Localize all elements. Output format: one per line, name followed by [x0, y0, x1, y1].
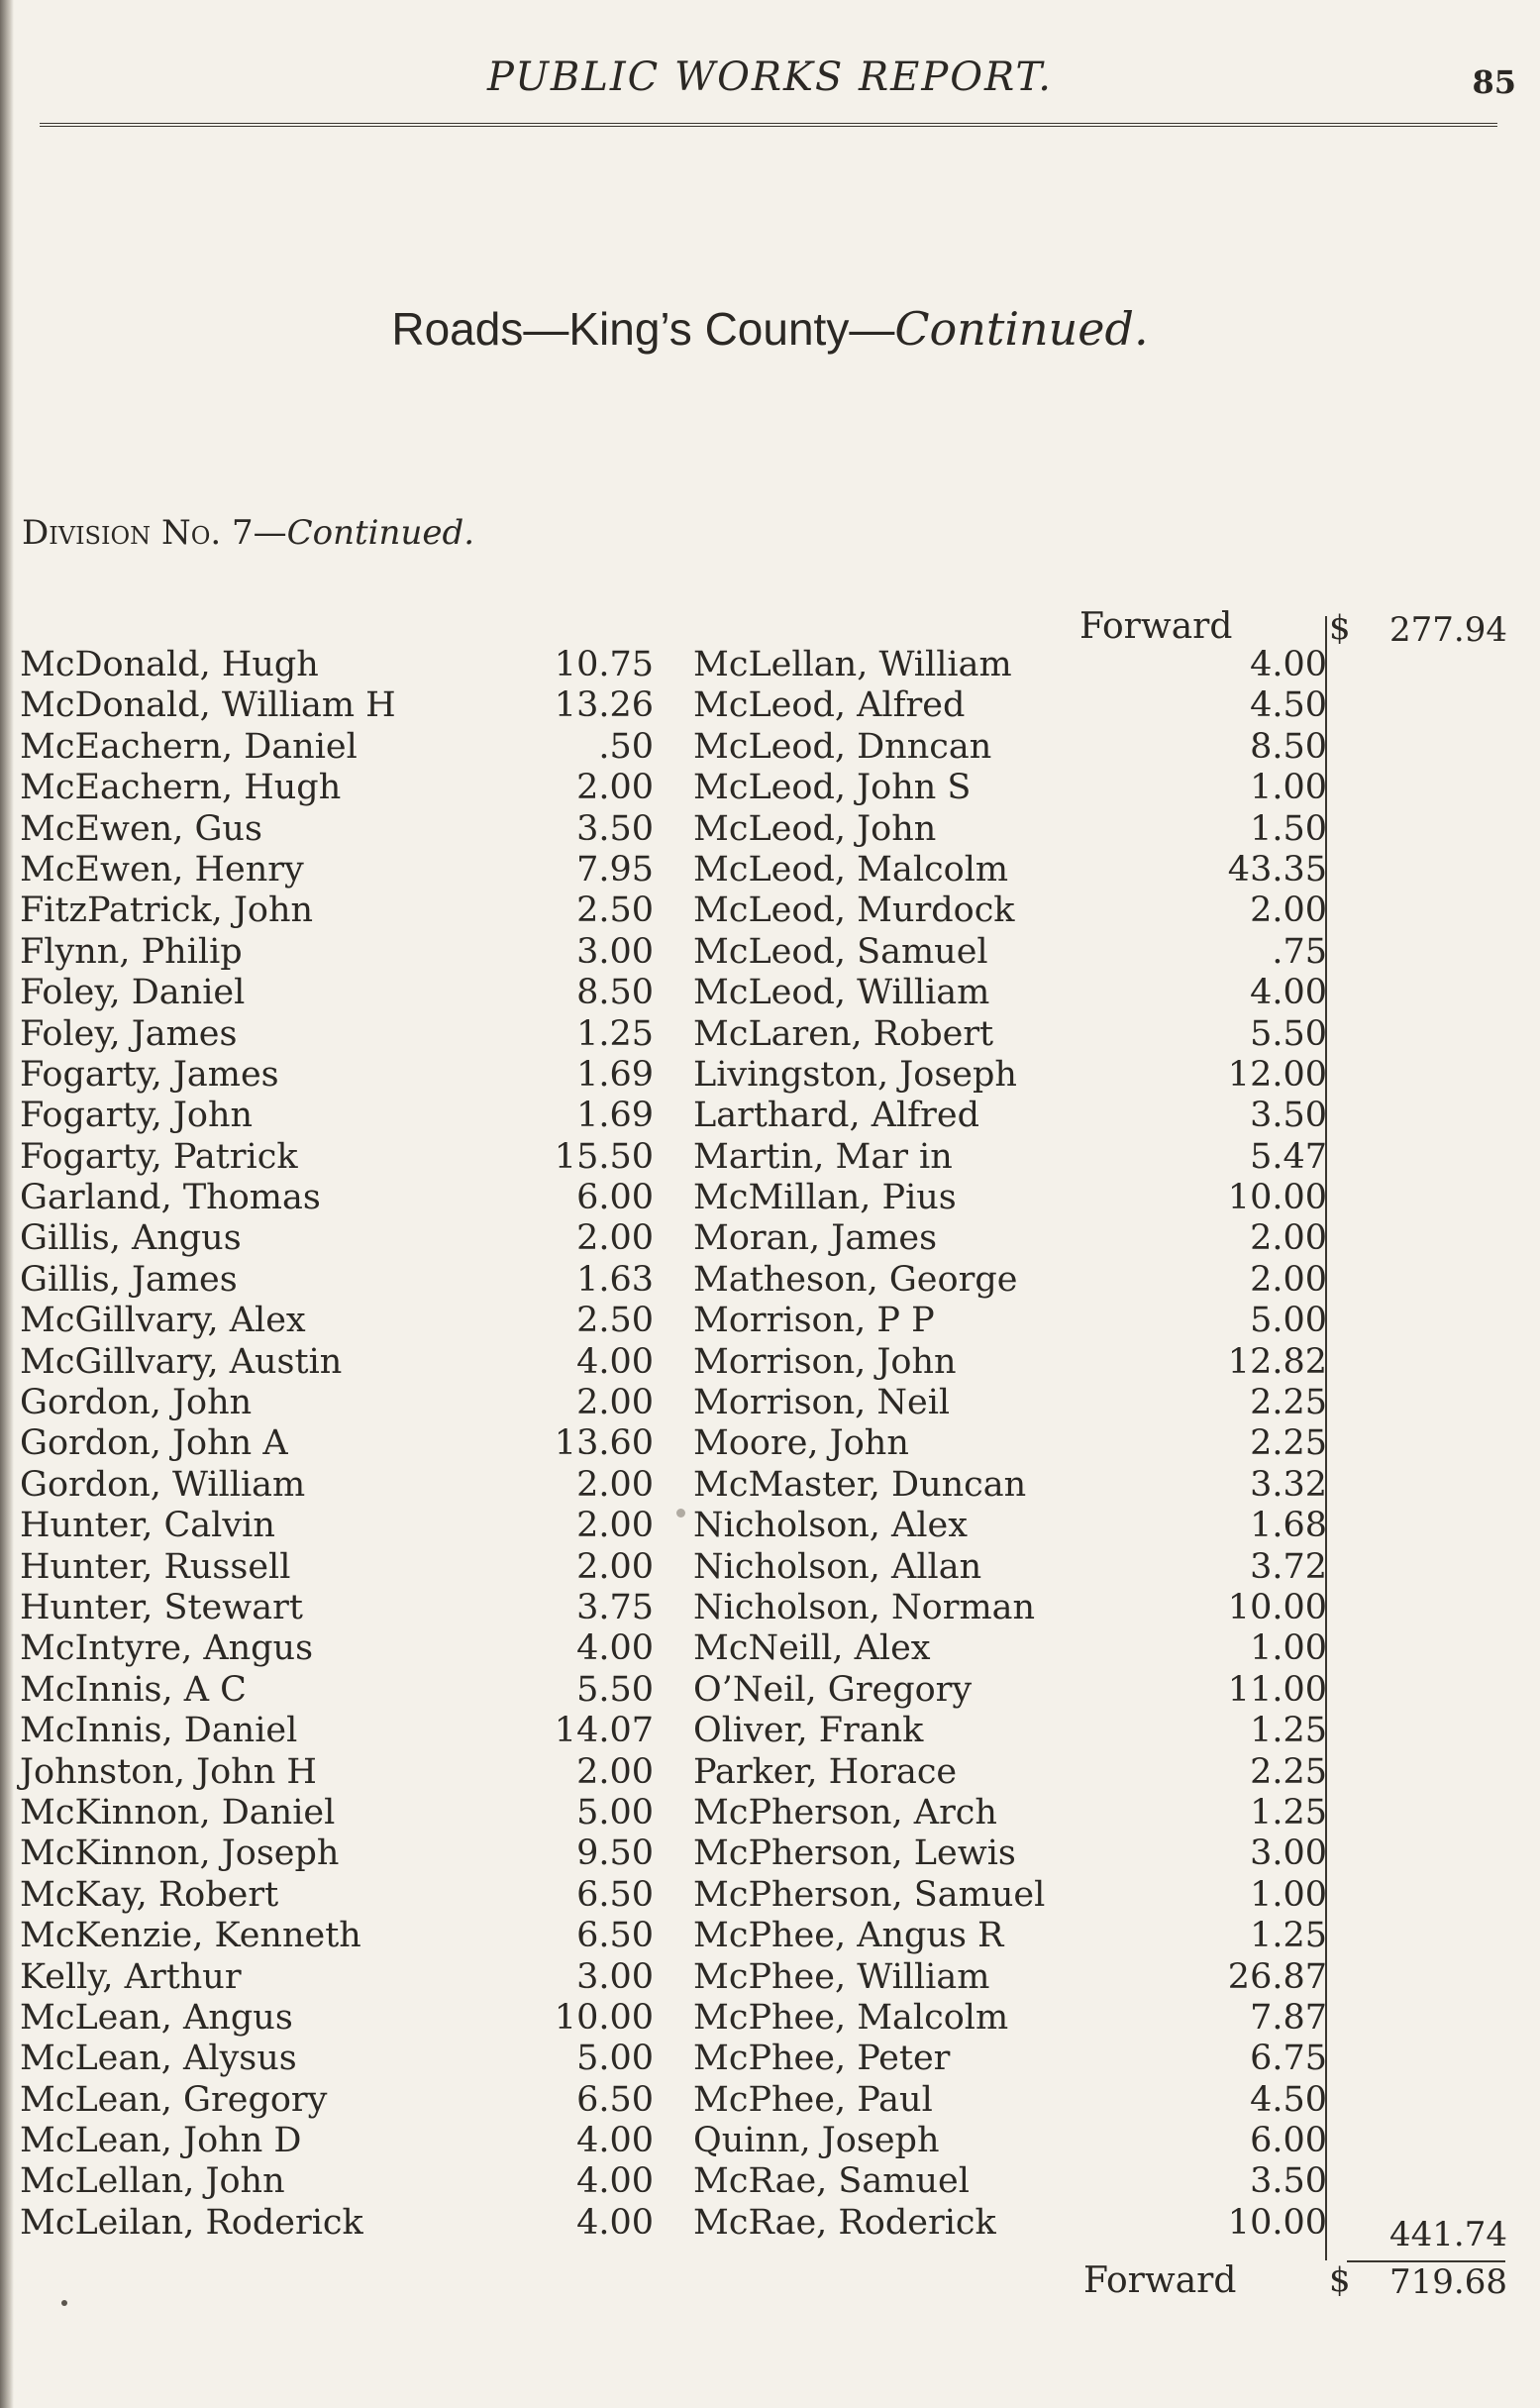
- payment-amount: 4.00: [576, 1628, 654, 1669]
- left-ledger-row: [20, 2203, 654, 2244]
- payment-amount: 3.00: [576, 1956, 654, 1997]
- payee-name: McLellan, John: [20, 2161, 285, 2202]
- right-ledger-row: [693, 2161, 1327, 2202]
- paper-speck: [61, 2300, 67, 2306]
- payment-amount: 10.00: [1227, 2202, 1327, 2243]
- payee-name: Morrison, Neil: [693, 1383, 951, 1423]
- payee-name: McLeod, Malcolm: [693, 849, 1009, 890]
- right-ledger-row: [693, 1260, 1327, 1301]
- right-ledger-row: [693, 1793, 1327, 1833]
- payee-name: Gordon, William: [20, 1464, 306, 1505]
- payment-amount: 8.50: [576, 973, 654, 1013]
- section-title-continued: Continued.: [894, 302, 1149, 356]
- payment-amount: 3.50: [576, 808, 654, 849]
- payment-amount: 1.25: [1250, 1711, 1327, 1751]
- left-ledger-row: [20, 973, 654, 1013]
- payment-amount: 4.00: [576, 1341, 654, 1382]
- left-ledger-row: [20, 890, 654, 931]
- right-ledger-row: [693, 2121, 1327, 2161]
- payee-name: McDonald, Hugh: [20, 645, 319, 684]
- payment-amount: 14.07: [554, 1711, 654, 1751]
- right-ledger-row: [693, 1055, 1327, 1096]
- payee-name: McInnis, Daniel: [20, 1711, 298, 1751]
- payee-name: Larthard, Alfred: [693, 1096, 979, 1136]
- payment-amount: 2.25: [1250, 1751, 1327, 1792]
- payee-name: McLaren, Robert: [693, 1013, 994, 1054]
- left-ledger-row: [20, 685, 654, 726]
- payee-name: McNeill, Alex: [693, 1628, 931, 1669]
- payment-amount: 12.00: [1227, 1054, 1327, 1095]
- left-ledger-row: [20, 1752, 654, 1793]
- right-ledger-row: [693, 1096, 1327, 1136]
- payment-amount: 2.00: [576, 1751, 654, 1792]
- payment-amount: 5.00: [576, 1792, 654, 1832]
- right-ledger-row: [693, 1628, 1327, 1669]
- payee-name: McGillvary, Alex: [20, 1301, 306, 1341]
- payee-name: Matheson, George: [693, 1259, 1018, 1300]
- right-ledger-row: [693, 2203, 1327, 2244]
- right-ledger-row: [693, 2080, 1327, 2121]
- payee-name: Nicholson, Norman: [693, 1587, 1036, 1627]
- payee-name: McKinnon, Joseph: [20, 1833, 340, 1874]
- right-ledger-row: [693, 727, 1327, 768]
- right-ledger-row: [693, 1875, 1327, 1916]
- payment-amount: 3.00: [576, 931, 654, 972]
- left-ledger-row: [20, 1096, 654, 1136]
- payee-name: Moran, James: [693, 1218, 938, 1259]
- payment-amount: 5.50: [1250, 1013, 1327, 1054]
- payment-amount: 43.35: [1227, 849, 1327, 890]
- payee-name: Martin, Mar in: [693, 1136, 953, 1177]
- forward-top-dollar: $: [1329, 608, 1351, 648]
- payee-name: Hunter, Calvin: [20, 1506, 275, 1546]
- payment-amount: 6.00: [1250, 2121, 1327, 2161]
- payee-name: McLeod, Dnncan: [693, 726, 992, 767]
- payment-amount: 1.25: [576, 1013, 654, 1054]
- payee-name: Johnston, John H: [20, 1751, 317, 1792]
- payment-amount: .50: [598, 726, 654, 767]
- payee-name: Moore, John: [693, 1423, 909, 1464]
- payee-name: Foley, James: [20, 1013, 238, 1054]
- payee-name: McLeod, John: [693, 808, 937, 849]
- right-ledger-row: [693, 1670, 1327, 1711]
- payment-amount: 10.75: [554, 645, 654, 684]
- payment-amount: 3.50: [1250, 2161, 1327, 2202]
- right-ledger-row: [693, 1998, 1327, 2039]
- payee-name: Oliver, Frank: [693, 1711, 924, 1751]
- payee-name: Garland, Thomas: [20, 1178, 321, 1218]
- payee-name: McEachern, Hugh: [20, 768, 342, 808]
- payment-amount: 26.87: [1227, 1956, 1327, 1997]
- payment-amount: 7.87: [1250, 1997, 1327, 2038]
- left-ledger-row: [20, 1014, 654, 1055]
- payee-name: McPhee, Malcolm: [693, 1997, 1009, 2038]
- payee-name: McPherson, Arch: [693, 1792, 997, 1832]
- payee-name: McPhee, William: [693, 1956, 990, 1997]
- payment-amount: 13.26: [554, 685, 654, 726]
- left-ledger-row: [20, 2039, 654, 2079]
- right-ledger-row: [693, 1178, 1327, 1218]
- left-ledger-row: [20, 1670, 654, 1711]
- right-ledger-row: [693, 768, 1327, 808]
- payee-name: Gillis, James: [20, 1259, 238, 1300]
- payment-amount: 2.50: [576, 1301, 654, 1341]
- left-ledger-row: [20, 1506, 654, 1546]
- forward-top-amount: 277.94: [1389, 610, 1507, 650]
- right-name-column: [693, 645, 1327, 2244]
- payee-name: McGillvary, Austin: [20, 1341, 343, 1382]
- payee-name: Hunter, Russell: [20, 1546, 291, 1587]
- forward-bottom-amount: 719.68: [1389, 2262, 1507, 2302]
- left-ledger-row: [20, 809, 654, 850]
- payee-name: McPhee, Peter: [693, 2039, 951, 2079]
- payee-name: McRae, Samuel: [693, 2161, 970, 2202]
- payee-name: Morrison, P P: [693, 1301, 935, 1341]
- left-ledger-row: [20, 727, 654, 768]
- payment-amount: 9.50: [576, 1833, 654, 1874]
- amount-column-rule: [1325, 616, 1327, 2260]
- payment-amount: 1.00: [1250, 768, 1327, 808]
- payee-name: Parker, Horace: [693, 1751, 958, 1792]
- payment-amount: 13.60: [554, 1423, 654, 1464]
- paper-speck: [676, 1509, 685, 1518]
- payment-amount: 2.25: [1250, 1383, 1327, 1423]
- page-number: 85: [1472, 63, 1516, 101]
- payment-amount: 1.69: [576, 1054, 654, 1095]
- payment-amount: 5.00: [576, 2039, 654, 2079]
- payment-amount: 1.63: [576, 1259, 654, 1300]
- payment-amount: 4.00: [1250, 645, 1327, 684]
- payee-name: McLeod, John S: [693, 768, 972, 808]
- division-label: Division No. 7—: [22, 513, 287, 553]
- right-ledger-row: [693, 1423, 1327, 1464]
- payee-name: McPhee, Paul: [693, 2079, 933, 2120]
- payee-name: McLeod, Murdock: [693, 890, 1015, 931]
- payee-name: Livingston, Joseph: [693, 1054, 1017, 1095]
- payment-amount: 3.00: [1250, 1833, 1327, 1874]
- payment-amount: 2.00: [576, 768, 654, 808]
- right-ledger-row: [693, 973, 1327, 1013]
- left-ledger-row: [20, 2161, 654, 2202]
- left-ledger-row: [20, 1423, 654, 1464]
- right-ledger-row: [693, 685, 1327, 726]
- payment-amount: 3.75: [576, 1587, 654, 1627]
- division-heading: [22, 513, 474, 553]
- payee-name: Fogarty, John: [20, 1096, 254, 1136]
- payment-amount: 4.00: [576, 2161, 654, 2202]
- payment-amount: 10.00: [554, 1997, 654, 2038]
- payee-name: McLellan, William: [693, 645, 1012, 684]
- right-ledger-row: [693, 1957, 1327, 1998]
- right-ledger-row: [693, 645, 1327, 685]
- payee-name: Quinn, Joseph: [693, 2121, 940, 2161]
- payee-name: McKay, Robert: [20, 1874, 279, 1915]
- payment-amount: 3.72: [1250, 1546, 1327, 1587]
- payment-amount: 5.00: [1250, 1301, 1327, 1341]
- payee-name: Morrison, John: [693, 1341, 957, 1382]
- payee-name: McPherson, Samuel: [693, 1874, 1046, 1915]
- header-rule: [40, 123, 1497, 127]
- payment-amount: 4.00: [1250, 973, 1327, 1013]
- payment-amount: 1.50: [1250, 808, 1327, 849]
- payment-amount: 15.50: [554, 1136, 654, 1177]
- payee-name: Fogarty, Patrick: [20, 1136, 298, 1177]
- payment-amount: 6.00: [576, 1178, 654, 1218]
- left-ledger-row: [20, 1342, 654, 1383]
- payment-amount: 8.50: [1250, 726, 1327, 767]
- payment-amount: 6.50: [576, 1916, 654, 1956]
- payment-amount: 2.00: [1250, 890, 1327, 931]
- payee-name: Kelly, Arthur: [20, 1956, 242, 1997]
- left-ledger-row: [20, 1916, 654, 1956]
- payee-name: Gillis, Angus: [20, 1218, 242, 1259]
- right-ledger-row: [693, 1301, 1327, 1341]
- right-ledger-row: [693, 1916, 1327, 1956]
- running-header: PUBLIC WORKS REPORT.: [487, 54, 1053, 100]
- left-ledger-row: [20, 1465, 654, 1506]
- payment-amount: 2.50: [576, 890, 654, 931]
- payment-amount: 1.25: [1250, 1792, 1327, 1832]
- page-spine-shadow: [0, 0, 14, 2408]
- payee-name: McEachern, Daniel: [20, 726, 358, 767]
- left-ledger-row: [20, 2121, 654, 2161]
- left-ledger-row: [20, 1301, 654, 1341]
- right-ledger-row: [693, 1711, 1327, 1751]
- right-ledger-row: [693, 1752, 1327, 1793]
- right-ledger-row: [693, 932, 1327, 973]
- forward-top-label: Forward: [1079, 606, 1233, 647]
- payee-name: McLean, Gregory: [20, 2079, 328, 2120]
- payee-name: FitzPatrick, John: [20, 890, 314, 931]
- right-ledger-row: [693, 1547, 1327, 1588]
- payee-name: Flynn, Philip: [20, 931, 243, 972]
- left-ledger-row: [20, 1218, 654, 1259]
- right-ledger-row: [693, 1383, 1327, 1423]
- payee-name: Gordon, John A: [20, 1423, 288, 1464]
- payee-name: Foley, Daniel: [20, 973, 246, 1013]
- left-ledger-row: [20, 1260, 654, 1301]
- payment-amount: 2.25: [1250, 1423, 1327, 1464]
- payee-name: McEwen, Gus: [20, 808, 262, 849]
- payee-name: McKinnon, Daniel: [20, 1792, 336, 1832]
- payee-name: Fogarty, James: [20, 1054, 279, 1095]
- payee-name: McEwen, Henry: [20, 849, 304, 890]
- section-title: [0, 302, 1540, 356]
- left-ledger-row: [20, 768, 654, 808]
- left-ledger-row: [20, 1178, 654, 1218]
- payment-amount: 2.00: [576, 1383, 654, 1423]
- section-title-main: Roads—King’s County—: [391, 303, 895, 355]
- payee-name: McKenzie, Kenneth: [20, 1916, 361, 1956]
- payment-amount: 4.00: [576, 2121, 654, 2161]
- payee-name: Gordon, John: [20, 1383, 253, 1423]
- payee-name: McRae, Roderick: [693, 2202, 996, 2243]
- right-ledger-row: [693, 2039, 1327, 2079]
- payment-amount: 2.00: [1250, 1218, 1327, 1259]
- payee-name: O’Neil, Gregory: [693, 1669, 973, 1710]
- payment-amount: 3.32: [1250, 1464, 1327, 1505]
- payee-name: McLeod, Samuel: [693, 931, 988, 972]
- payment-amount: 4.50: [1250, 685, 1327, 726]
- subtotal-amount: 441.74: [1389, 2215, 1507, 2254]
- right-ledger-row: [693, 1014, 1327, 1055]
- payee-name: McMillan, Pius: [693, 1178, 957, 1218]
- payee-name: McMaster, Duncan: [693, 1464, 1027, 1505]
- right-ledger-row: [693, 809, 1327, 850]
- right-ledger-row: [693, 1137, 1327, 1178]
- left-ledger-row: [20, 645, 654, 685]
- right-ledger-row: [693, 1833, 1327, 1874]
- payment-amount: 1.00: [1250, 1628, 1327, 1669]
- payment-amount: 5.47: [1250, 1136, 1327, 1177]
- left-ledger-row: [20, 2080, 654, 2121]
- payment-amount: 7.95: [576, 849, 654, 890]
- right-ledger-row: [693, 1465, 1327, 1506]
- left-ledger-row: [20, 1588, 654, 1628]
- forward-bottom-dollar: $: [1329, 2260, 1351, 2300]
- payee-name: McPhee, Angus R: [693, 1916, 1004, 1956]
- left-ledger-row: [20, 1137, 654, 1178]
- forward-bottom-label: Forward: [1083, 2260, 1237, 2301]
- right-ledger-row: [693, 1588, 1327, 1628]
- payee-name: McDonald, William H: [20, 685, 396, 726]
- payment-amount: 10.00: [1227, 1587, 1327, 1627]
- payment-amount: 5.50: [576, 1669, 654, 1710]
- left-ledger-row: [20, 932, 654, 973]
- payment-amount: 2.00: [576, 1464, 654, 1505]
- left-ledger-row: [20, 1383, 654, 1423]
- payee-name: McLean, Alysus: [20, 2039, 297, 2079]
- payment-amount: 6.50: [576, 1874, 654, 1915]
- right-ledger-row: [693, 1218, 1327, 1259]
- payment-amount: 4.50: [1250, 2079, 1327, 2120]
- payee-name: Nicholson, Allan: [693, 1546, 982, 1587]
- left-ledger-row: [20, 850, 654, 890]
- left-name-column: [20, 645, 654, 2244]
- payment-amount: 2.00: [576, 1218, 654, 1259]
- payment-amount: 2.00: [576, 1506, 654, 1546]
- left-ledger-row: [20, 1711, 654, 1751]
- right-ledger-row: [693, 1506, 1327, 1546]
- payment-amount: 3.50: [1250, 1096, 1327, 1136]
- left-ledger-row: [20, 1875, 654, 1916]
- payee-name: Hunter, Stewart: [20, 1587, 303, 1627]
- payee-name: McLean, John D: [20, 2121, 302, 2161]
- right-ledger-row: [693, 890, 1327, 931]
- payment-amount: 1.00: [1250, 1874, 1327, 1915]
- payee-name: McLeod, Alfred: [693, 685, 966, 726]
- payee-name: McIntyre, Angus: [20, 1628, 314, 1669]
- payment-amount: 1.68: [1250, 1506, 1327, 1546]
- payee-name: Nicholson, Alex: [693, 1506, 968, 1546]
- payment-amount: 10.00: [1227, 1178, 1327, 1218]
- payee-name: McPherson, Lewis: [693, 1833, 1016, 1874]
- left-ledger-row: [20, 1957, 654, 1998]
- left-ledger-row: [20, 1055, 654, 1096]
- left-ledger-row: [20, 1547, 654, 1588]
- payment-amount: .75: [1272, 931, 1327, 972]
- division-continued: Continued.: [286, 513, 475, 553]
- left-ledger-row: [20, 1998, 654, 2039]
- payment-amount: 2.00: [576, 1546, 654, 1587]
- payment-amount: 12.82: [1227, 1341, 1327, 1382]
- payment-amount: 6.75: [1250, 2039, 1327, 2079]
- payment-amount: 11.00: [1227, 1669, 1327, 1710]
- payment-amount: 6.50: [576, 2079, 654, 2120]
- payment-amount: 1.25: [1250, 1916, 1327, 1956]
- payee-name: McInnis, A C: [20, 1669, 247, 1710]
- payment-amount: 1.69: [576, 1096, 654, 1136]
- payee-name: McLeilan, Roderick: [20, 2202, 363, 2243]
- right-ledger-row: [693, 850, 1327, 890]
- payee-name: McLeod, William: [693, 973, 990, 1013]
- payment-amount: 4.00: [576, 2202, 654, 2243]
- payment-amount: 2.00: [1250, 1259, 1327, 1300]
- left-ledger-row: [20, 1833, 654, 1874]
- left-ledger-row: [20, 1793, 654, 1833]
- payee-name: McLean, Angus: [20, 1997, 293, 2038]
- left-ledger-row: [20, 1628, 654, 1669]
- right-ledger-row: [693, 1342, 1327, 1383]
